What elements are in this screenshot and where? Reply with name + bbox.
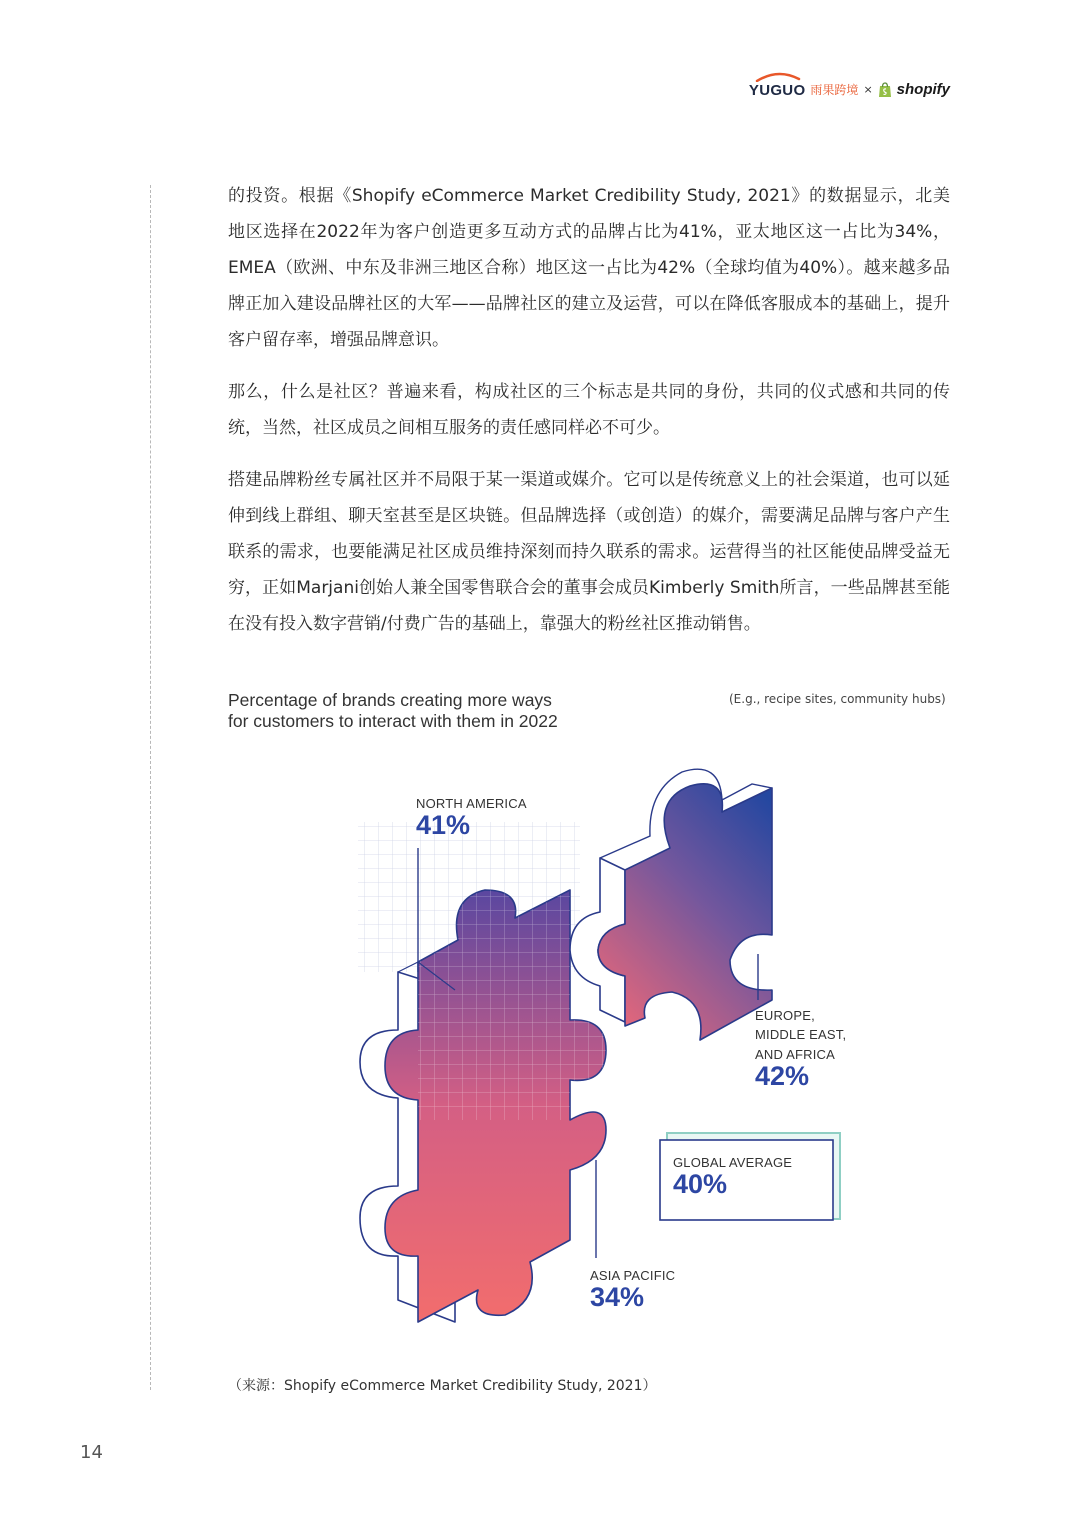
north-america-label: NORTH AMERICA (416, 796, 527, 811)
shopify-wordmark: shopify (896, 81, 950, 98)
body-paragraph: 那么，什么是社区？普遍来看，构成社区的三个标志是共同的身份，共同的仪式感和共同的传统，当然，社区成员之间相互服务的责任感同样必不可少。 (228, 382, 950, 438)
emea-value: 42% (755, 1061, 810, 1091)
asia-pacific-value: 34% (590, 1282, 645, 1312)
body-paragraph: 的投资。根据《Shopify eCommerce Market Credibility Study, 2021》的数据显示，北美地区选择在2022年为客户创造更多互动方式的品牌占比为41%，亚太地区这一占比为34%，EMEA（欧洲、中东及非洲三地区合称）地区这一占比为42%（全球均值为40%）。越来越多品牌正加入建设品牌社区的大军——品牌社区的建立及运营，可以在降低客服成本的基础上，提升客户留存率，增强品牌意识。 (228, 186, 950, 350)
asia-pacific-label: ASIA PACIFIC (590, 1268, 676, 1283)
figure-note: (E.g., recipe sites, community hubs) (729, 692, 946, 706)
body-paragraph: 搭建品牌粉丝专属社区并不局限于某一渠道或媒介。它可以是传统意义上的社会渠道，也可以延伸到线上群组、聊天室甚至是区块链。但品牌选择（或创造）的媒介，需要满足品牌与客户产生联系的需求，也要能满足社区成员维持深刻而持久联系的需求。运营得当的社区能使品牌受益无穷，正如Marjani创始人兼全国零售联合会的董事会成员Kimberly Smith所言，一些品牌甚至能在没有投入数字营销/付费广告的基础上，靠强大的粉丝社区推动销售。 (228, 470, 950, 634)
global-average-value: 40% (673, 1169, 728, 1199)
global-average-label: GLOBAL AVERAGE (673, 1155, 793, 1170)
emea-label-line-1: EUROPE, (755, 1008, 815, 1023)
source-citation: （来源：Shopify eCommerce Market Credibility Study, 2021） (228, 1378, 657, 1394)
yuguo-chinese-name: 雨果跨境 (810, 83, 859, 97)
right-puzzle (570, 769, 772, 1040)
north-america-value: 41% (416, 810, 471, 840)
emea-label-line-3: AND AFRICA (755, 1047, 836, 1062)
emea-label-line-2: MIDDLE EAST, (755, 1027, 847, 1042)
page-number: 14 (80, 1442, 103, 1463)
figure-title: Percentage of brands creating more ways for customers to interact with them in 2022 (228, 690, 558, 731)
yuguo-wordmark: YUGUO (748, 82, 806, 99)
times-sign: × (863, 83, 873, 96)
